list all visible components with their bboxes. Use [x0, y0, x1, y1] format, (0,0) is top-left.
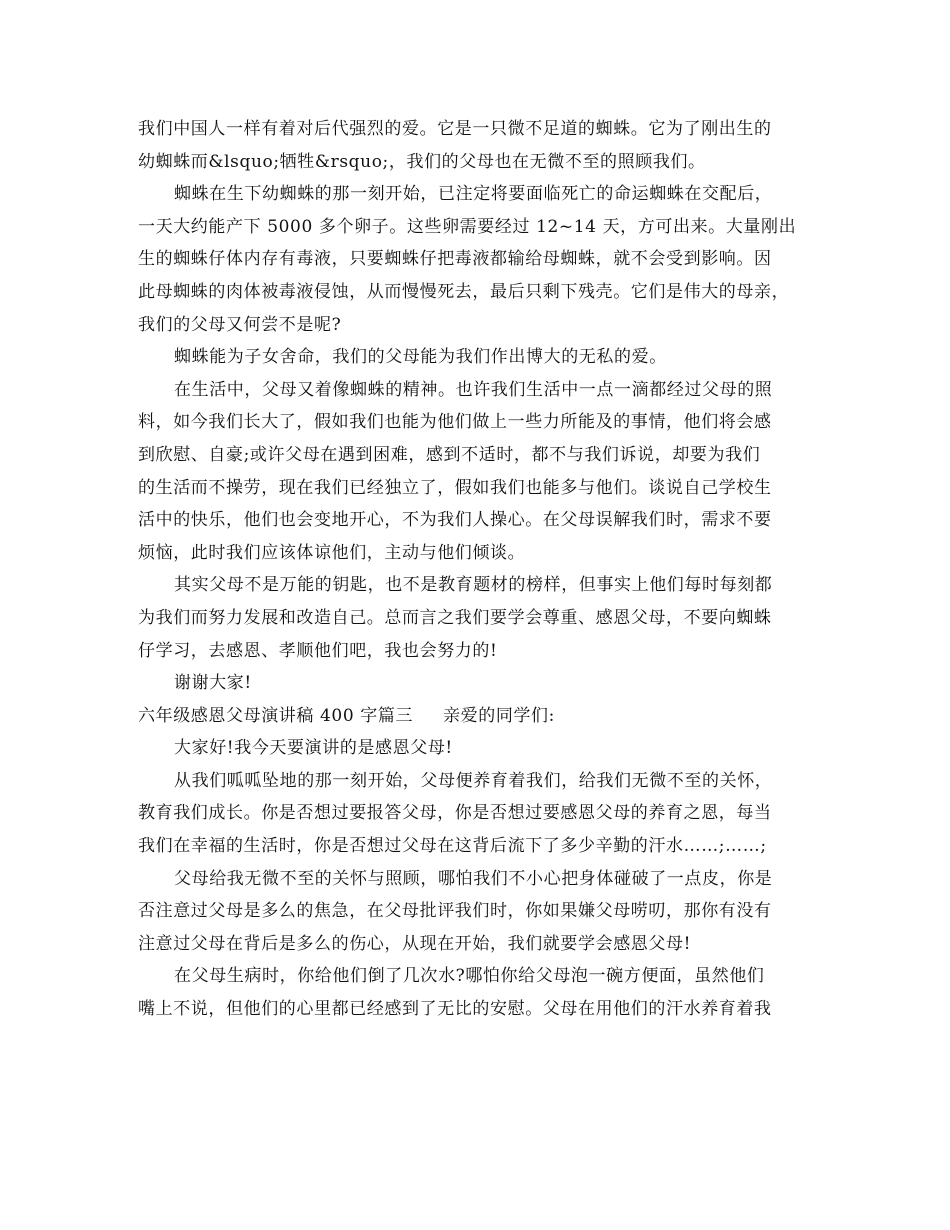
text-line: 从我们呱呱坠地的那一刻开始，父母便养育着我们，给我们无微不至的关怀，	[174, 770, 773, 791]
section-title: 六年级感恩父母演讲稿 400 字篇三	[138, 705, 414, 726]
text-line: 我们的父母又何尝不是呢?	[138, 314, 342, 335]
paragraph-group-1	[138, 113, 828, 700]
text-line: 蜘蛛在生下幼蜘蛛的那一刻开始，已注定将要面临死亡的命运蜘蛛在交配后，	[174, 184, 773, 205]
paragraph	[138, 667, 828, 700]
text-line: 料，如今我们长大了，假如我们也能为他们做上一些力所能及的事情，他们将会感	[138, 412, 772, 433]
text-line: 在生活中，父母又着像蜘蛛的精神。也许我们生活中一点一滴都经过父母的照	[174, 379, 773, 400]
text-line: 蜘蛛能为子女舍命，我们的父母能为我们作出博大的无私的爱。	[174, 347, 667, 368]
text-line: 注意过父母在背后是多么的伤心，从现在开始，我们就要学会感恩父母!	[138, 933, 692, 954]
text-line: 生的蜘蛛仔体内存有毒液，只要蜘蛛仔把毒液都输给母蜘蛛，就不会受到影响。因	[138, 249, 772, 270]
document-page	[138, 113, 828, 1026]
paragraph-group-2	[138, 732, 828, 1025]
paragraph	[138, 863, 828, 961]
section-heading-line	[138, 700, 828, 733]
text-line: 大家好!我今天要演讲的是感恩父母!	[174, 738, 453, 759]
text-line: 其实父母不是万能的钥匙，也不是教育题材的榜样，但事实上他们每时每刻都	[174, 575, 773, 596]
text-line: 教育我们成长。你是否想过要报答父母，你是否想过要感恩父母的养育之恩，每当	[138, 803, 772, 824]
text-line: 嘴上不说，但他们的心里都已经感到了无比的安慰。父母在用他们的汗水养育着我	[138, 999, 772, 1020]
text-line: 的生活而不操劳，现在我们已经独立了，假如我们也能多与他们。谈说自己学校生	[138, 477, 772, 498]
text-line: 一天大约能产下 5000 多个卵子。这些卵需要经过 12~14 天，方可出来。大量刚出	[138, 216, 797, 237]
text-line: 我们中国人一样有着对后代强烈的爱。它是一只微不足道的蜘蛛。它为了刚出生的	[138, 119, 772, 139]
text-line: 幼蜘蛛而&lsquo;牺牲&rsquo;，我们的父母也在无微不至的照顾我们。	[138, 151, 706, 172]
paragraph	[138, 178, 828, 341]
text-line: 为我们而努力发展和改造自己。总而言之我们要学会尊重、感恩父母，不要向蜘蛛	[138, 607, 772, 628]
text-line: 到欣慰、自豪;或许父母在遇到困难，感到不适时，都不与我们诉说，却要为我们	[138, 444, 761, 465]
paragraph	[138, 374, 828, 570]
paragraph	[138, 732, 828, 765]
text-line: 仔学习，去感恩、孝顺他们吧，我也会努力的!	[138, 640, 498, 661]
paragraph	[138, 341, 828, 374]
text-line: 烦恼，此时我们应该体谅他们，主动与他们倾谈。	[138, 542, 526, 563]
text-line: 活中的快乐，他们也会变地开心，不为我们人操心。在父母误解我们时，需求不要	[138, 510, 772, 531]
text-line: 谢谢大家!	[174, 673, 252, 694]
salutation: 亲爱的同学们:	[443, 705, 555, 726]
text-line: 我们在幸福的生活时，你是否想过父母在这背后流下了多少辛勤的汗水……;……;	[138, 836, 767, 857]
text-line: 父母给我无微不至的关怀与照顾，哪怕我们不小心把身体碰破了一点皮，你是	[174, 868, 773, 889]
paragraph	[138, 113, 828, 178]
paragraph	[138, 960, 828, 1025]
paragraph	[138, 569, 828, 667]
paragraph	[138, 765, 828, 863]
text-line: 否注意过父母是多么的焦急，在父母批评我们时，你如果嫌父母唠叨，那你有没有	[138, 901, 772, 922]
text-line: 在父母生病时，你给他们倒了几次水?哪怕你给父母泡一碗方便面，虽然他们	[174, 966, 765, 987]
text-line: 此母蜘蛛的肉体被毒液侵蚀，从而慢慢死去，最后只剩下残壳。它们是伟大的母亲，	[138, 281, 790, 302]
